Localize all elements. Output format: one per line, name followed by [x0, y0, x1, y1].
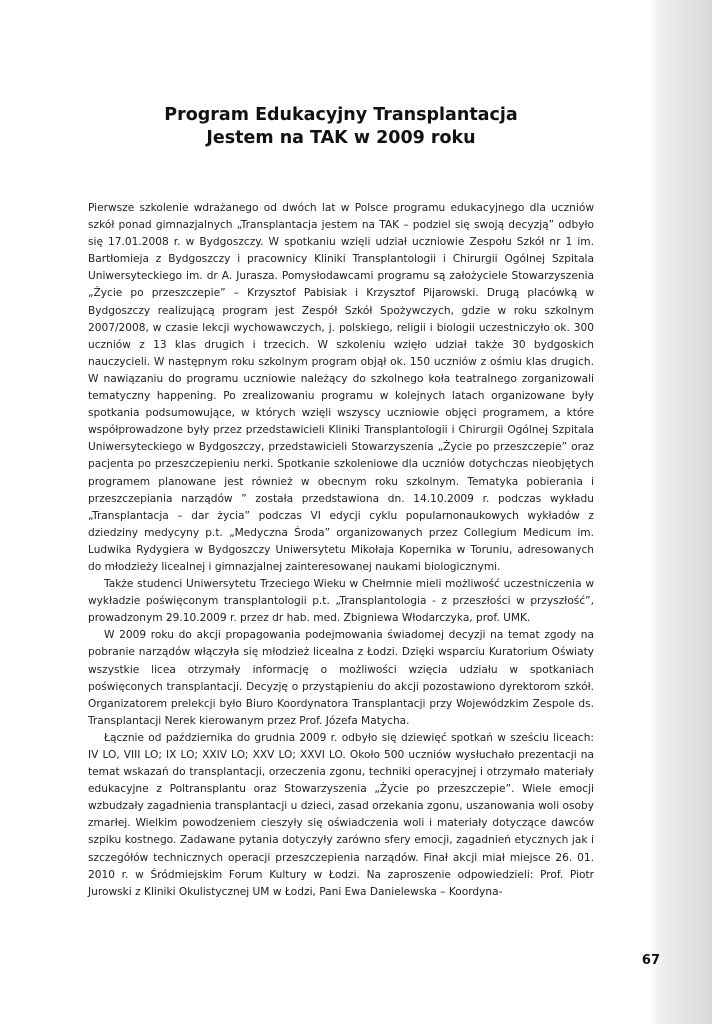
title-line-1: Program Edukacyjny Transplantacja — [164, 105, 518, 125]
paragraph: Łącznie od października do grudnia 2009 r. odbyło się dziewięć spotkań w sześciu liceach: IV LO, VIII LO; IX LO; XXIV LO; XXV LO; XXVI LO. Około 500 uczniów wysłuchało prezentacji na temat wskazań do transplantacji, orzeczenia zgonu, techniki operacyjnej i otrzymało materiały edukacyjne z Poltransplantu oraz Stowarzyszenia „Życie po przeszczepie”. Wiele emocji wzbudzały zagadnienia transplantacji u dzieci, zasad orzekania zgonu, uszanowania woli osoby zmarłej. Wielkim powodzeniem cieszyły się oświadczenia woli i materiały dotyczące dawców szpiku kostnego. Zadawane pytania dotyczyły zarówno sfery emocji, zagadnień etycznych jak i szczegółów technicznych operacji przeszczepienia narządów. Finał akcji miał miejsce 26. 01. 2010 r. w Śródmiejskim Forum Kultury w Łodzi. Na zaproszenie odpowiedzieli: Prof. Piotr Jurowski z Kliniki Okulistycznej UM w Łodzi, Pani Ewa Danielewska – Koordyna- — [88, 731, 594, 898]
page-number: 67 — [641, 953, 660, 968]
paragraph: W 2009 roku do akcji propagowania podejmowania świadomej decyzji na temat zgody na pobranie narządów włączyła się młodzież licealna z Łodzi. Dzięki wsparciu Kuratorium Oświaty wszystkie licea otrzymały informację o możliwości wzięcia udziału w spotkaniach poświęconych transplantacji. Decyzję o przystąpieniu do akcji pozostawiono dyrektorom szkół. Organizatorem prelekcji było Biuro Koordynatora Transplantacji przy Wojewódzkim Zespole ds. Transplantacji Nerek kierowanym przez Prof. Józefa Matycha. — [88, 629, 594, 727]
title-line-2: Jestem na TAK w 2009 roku — [206, 128, 476, 148]
paragraph: Także studenci Uniwersytetu Trzeciego Wieku w Chełmnie mieli możliwość uczestniczenia w wykładzie poświęconym transplantologii p.t. „Transplantologia - z przeszłości w przyszłość”, prowadzonym 29.10.2009 r. przez dr hab. med. Zbigniewa Włodarczyka, prof. UMK. — [88, 578, 594, 625]
paragraph: Pierwsze szkolenie wdrażanego od dwóch lat w Polsce programu edukacyjnego dla uczniów szkół ponad gimnazjalnych „Transplantacja jestem na TAK – podziel się swoją decyzją” odbyło się 17.01.2008 r. w Bydgoszczy. W spotkaniu wzięli udział uczniowie Zespołu Szkół nr 1 im. Bartłomieja z Bydgoszczy i pracownicy Kliniki Transplantologii i Chirurgii Ogólnej Szpitala Uniwersyteckiego im. dr A. Jurasza. Pomysłodawcami programu są założyciele Stowarzyszenia „Życie po przeszczepie” – Krzysztof Pabisiak i Krzysztof Pijarowski. Drugą placówką w Bydgoszczy realizującą program jest Zespół Szkół Spożywczych, gdzie w roku szkolnym 2007/2008, w czasie lekcji wychowawczych, j. polskiego, religii i biologii uczestniczyło ok. 300 uczniów z 13 klas drugich i trzecich. W szkoleniu wzięło udział także 30 bydgoskich nauczycieli. W następnym roku szkolnym program objął ok. 150 uczniów z ośmiu klas drugich. W nawiązaniu do programu uczniowie należący do szkolnego koła teatralnego zorganizowali tematyczny happening. Po zrealizowaniu programu w kolejnych latach organizowane były spotkania podsumowujące, w których wzięli wszyscy uczniowie objęci programem, a które współprowadzone były przez przedstawicieli Kliniki Transplantologii i Chirurgii Ogólnej Szpitala Uniwersyteckiego w Bydgoszczy, przedstawicieli Stowarzyszenia „Życie po przeszczepie” oraz pacjenta po przeszczepieniu nerki. Spotkanie szkoleniowe dla uczniów dotychczas nieobjętych programem planowane jest również w obecnym roku szkolnym. Tematyka pobierania i przeszczepiania narządów ” została przedstawiona dn. 14.10.2009 r. podczas wykładu „Transplantacja – dar życia” podczas VI edycji cyklu popularnonaukowych wykładów z dziedziny medycyny p.t. „Medyczna Środa” organizowanych przez Collegium Medicum im. Ludwika Rydygiera w Bydgoszczy Uniwersytetu Mikołaja Kopernika w Toruniu, adresowanych do młodzieży licealnej i gimnazjalnej zainteresowanej naukami biologicznymi. — [88, 202, 594, 573]
article-body — [88, 200, 594, 901]
page-title — [88, 104, 594, 150]
page-edge-shading — [648, 0, 712, 1024]
